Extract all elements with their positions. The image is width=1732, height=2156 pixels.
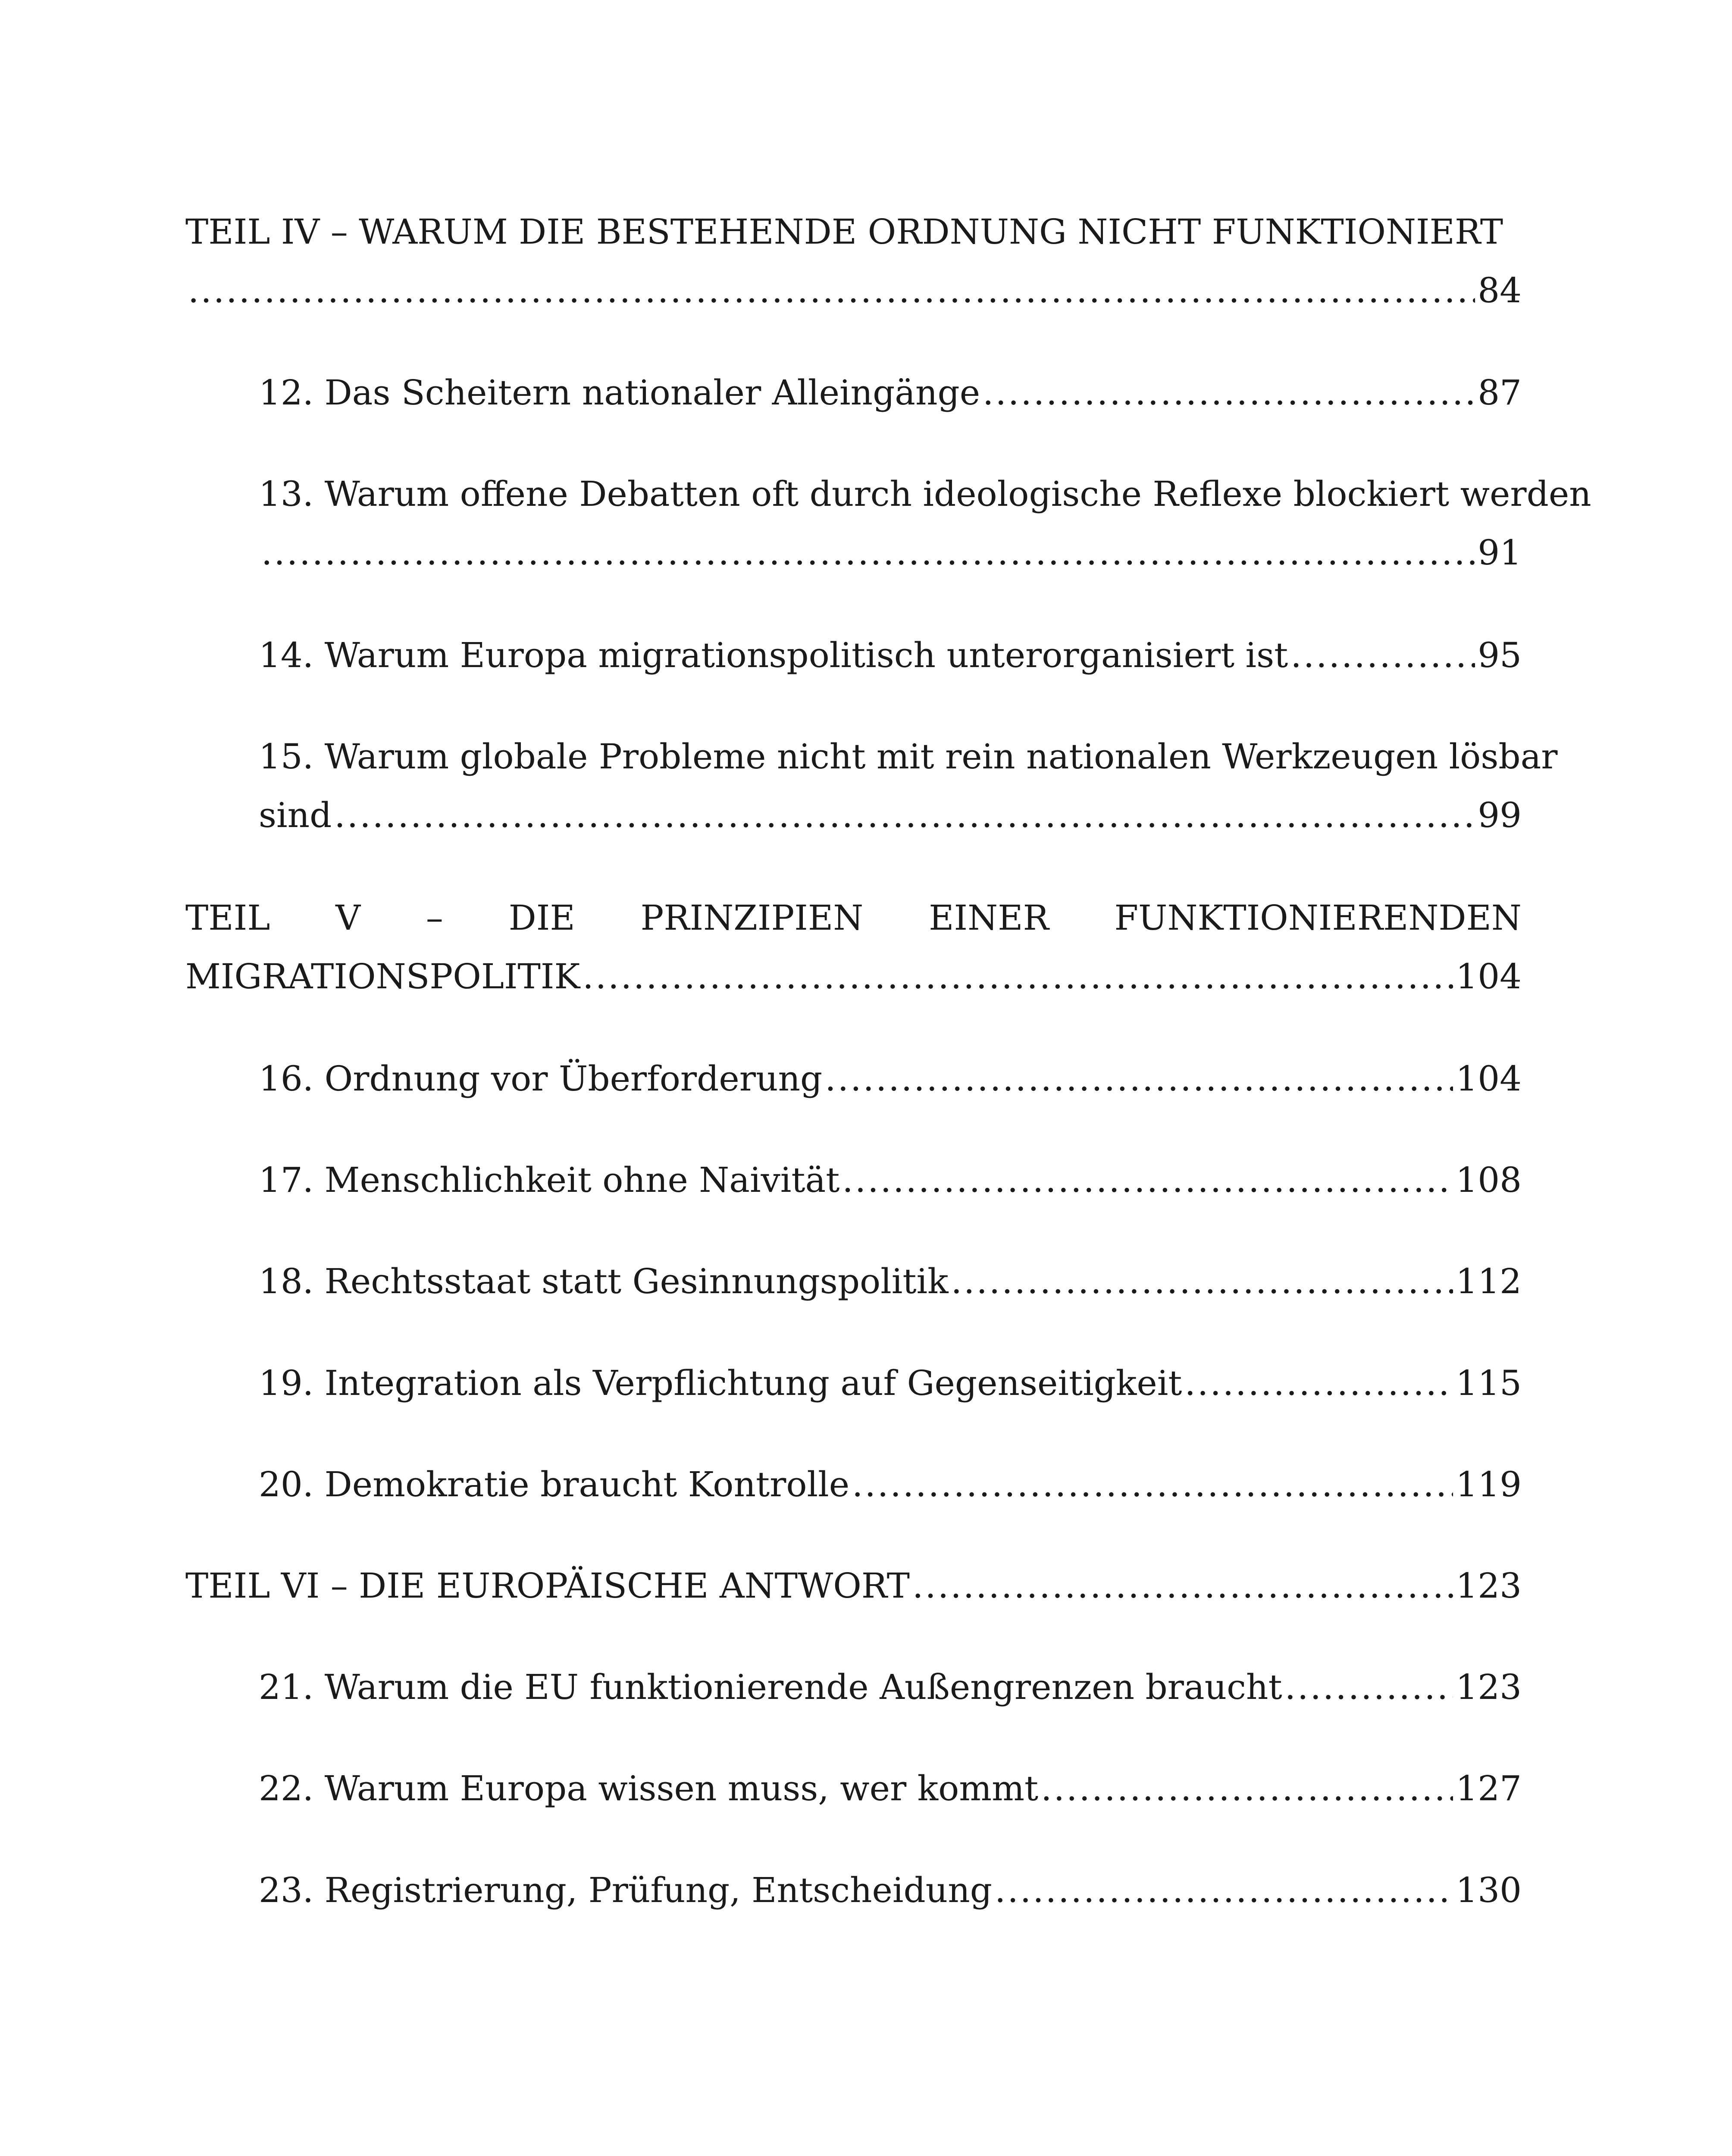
dot-leader [912, 1557, 1453, 1615]
toc-part-6-title: TEIL VI – DIE EUROPÄISCHE ANTWORT [185, 1566, 910, 1606]
chapter-title: 14. Warum Europa migrationspolitisch unterorganisiert ist [259, 635, 1288, 675]
dot-leader [1184, 1354, 1453, 1413]
dot-leader [334, 786, 1475, 845]
toc-chapter-17 [259, 1151, 1522, 1210]
page-number: 127 [1456, 1768, 1522, 1808]
page-number: 91 [1478, 533, 1522, 573]
toc-chapter-14 [259, 626, 1522, 685]
toc-chapter-12 [259, 364, 1522, 422]
toc-part-5-title: TEIL V – DIE PRINZIPIEN EINER FUNKTIONIERENDEN [185, 898, 1522, 938]
toc-chapter-16 [259, 1050, 1522, 1108]
toc-chapter-18 [259, 1252, 1522, 1311]
chapter-title: 18. Rechtsstaat statt Gesinnungspolitik [259, 1261, 949, 1301]
dot-leader [1041, 1759, 1453, 1818]
toc-chapter-15 [259, 727, 1558, 845]
dot-leader [825, 1050, 1453, 1108]
toc-chapter-13 [259, 465, 1591, 582]
page-number: 119 [1456, 1464, 1522, 1504]
dot-leader [842, 1151, 1453, 1210]
toc-chapter-21 [259, 1658, 1522, 1717]
chapter-title-continued: sind [259, 795, 332, 835]
dot-leader [852, 1455, 1453, 1514]
chapter-title: 22. Warum Europa wissen muss, wer kommt [259, 1768, 1039, 1808]
chapter-title: 15. Warum globale Probleme nicht mit rein nationalen Werkzeugen lösbar [259, 736, 1558, 777]
page-number: 99 [1478, 795, 1522, 835]
toc-part-6 [185, 1557, 1522, 1615]
page-number: 123 [1456, 1667, 1522, 1707]
chapter-title: 13. Warum offene Debatten oft durch ideologische Reflexe blockiert werden [259, 474, 1591, 514]
dot-leader [1285, 1658, 1453, 1717]
page-number: 104 [1456, 1059, 1522, 1099]
chapter-title: 23. Registrierung, Prüfung, Entscheidung [259, 1870, 992, 1910]
chapter-title: 21. Warum die EU funktionierende Außengrenzen braucht [259, 1667, 1282, 1707]
page-number: 108 [1456, 1160, 1522, 1200]
toc-part-4-title: TEIL IV – WARUM DIE BESTEHENDE ORDNUNG NICHT FUNKTIONIERT [185, 212, 1503, 252]
page-number: 104 [1456, 956, 1522, 997]
page-number: 87 [1478, 373, 1522, 413]
page-number: 112 [1456, 1261, 1522, 1301]
toc-part-4 [185, 203, 1522, 320]
toc-chapter-23 [259, 1861, 1522, 1920]
page-number: 84 [1478, 270, 1522, 310]
dot-leader [1290, 626, 1475, 685]
chapter-title: 16. Ordnung vor Überforderung [259, 1059, 823, 1099]
dot-leader [995, 1861, 1453, 1920]
page-number: 123 [1456, 1566, 1522, 1606]
toc-chapter-22 [259, 1759, 1522, 1818]
chapter-title: 12. Das Scheitern nationaler Alleingänge [259, 373, 980, 413]
page-number: 95 [1478, 635, 1522, 675]
chapter-title: 20. Demokratie braucht Kontrolle [259, 1464, 850, 1504]
toc-chapter-19 [259, 1354, 1522, 1413]
page-number: 130 [1456, 1870, 1522, 1910]
chapter-title: 17. Menschlichkeit ohne Naivität [259, 1160, 840, 1200]
toc-part-5-title-continued: MIGRATIONSPOLITIK [185, 956, 580, 997]
dot-leader [951, 1252, 1453, 1311]
dot-leader [983, 364, 1475, 422]
toc-part-5 [185, 889, 1522, 1006]
toc-chapter-20 [259, 1455, 1522, 1514]
dot-leader [583, 947, 1453, 1006]
dot-leader [188, 261, 1475, 320]
dot-leader [261, 523, 1475, 582]
page-number: 115 [1456, 1363, 1522, 1403]
chapter-title: 19. Integration als Verpflichtung auf Gegenseitigkeit [259, 1363, 1182, 1403]
